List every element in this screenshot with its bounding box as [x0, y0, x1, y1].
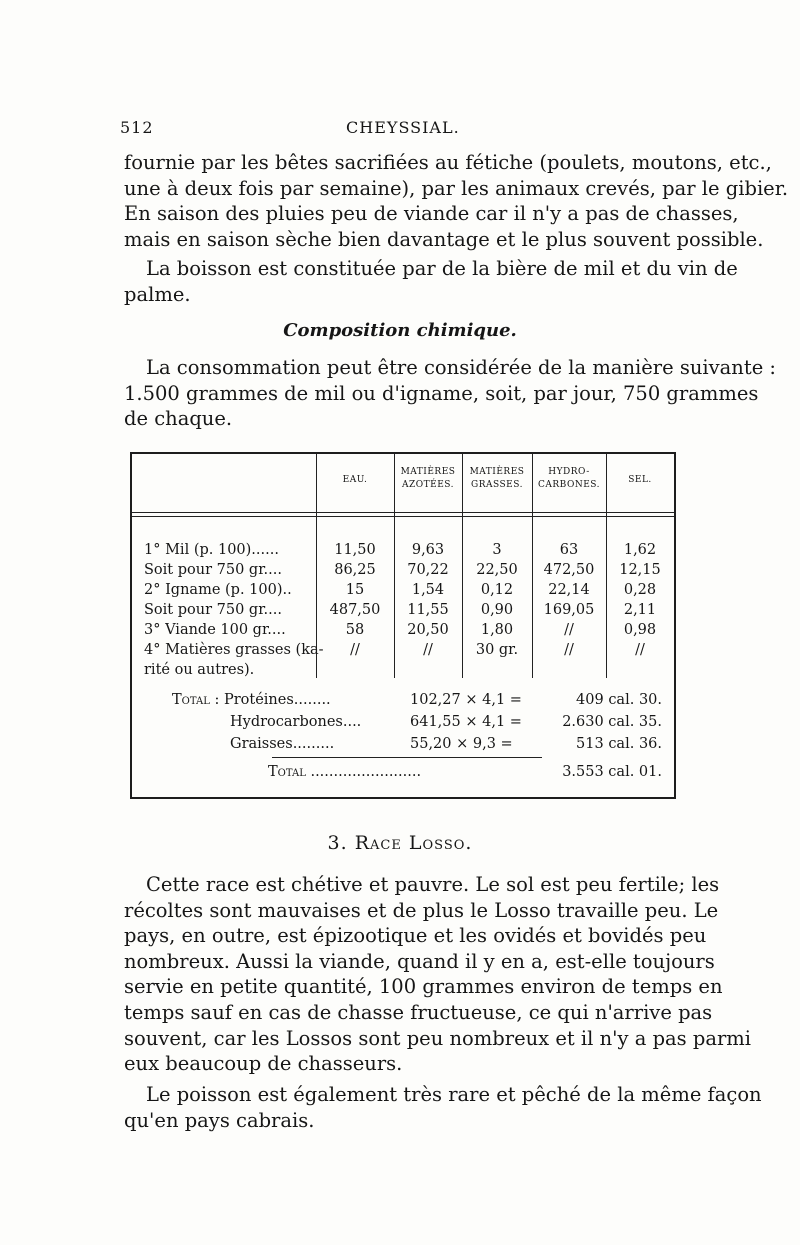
race-title: Race Losso. [354, 832, 473, 854]
text-line: En saison des pluies peu de viande car il n'y a pas de chasses, [124, 202, 739, 226]
paragraph-3 [124, 355, 776, 432]
text-line: 1.500 grammes de mil ou d'igname, soit, par jour, 750 grammes [124, 381, 759, 405]
table-cell: 0,28 [623, 582, 657, 598]
composition-table [130, 452, 676, 799]
row-label: rité ou autres). [144, 662, 255, 678]
table-cell: // [564, 622, 574, 638]
table-cell: 70,22 [407, 562, 449, 578]
table-cell: 30 gr. [475, 642, 519, 658]
table-cell: 2,11 [623, 602, 657, 618]
total-item-label: Hydrocarbones.... [230, 714, 362, 730]
row-label: 3° Viande 100 gr.... [144, 622, 286, 638]
total-calc: 55,20 × 9,3 = [410, 736, 513, 752]
column-header-grasses [462, 466, 532, 492]
text-line: souvent, car les Lossos sont peu nombreux et il n'y a pas parmi [124, 1026, 752, 1050]
text-line: La boisson est constituée par de la bière de mil et du vin de [146, 257, 738, 280]
column-header-sel [606, 474, 674, 487]
race-number: 3. [327, 832, 348, 854]
table-cell: 63 [559, 542, 579, 558]
table-cell: // [635, 642, 645, 658]
page-header [120, 118, 680, 140]
text-line: mais en saison sèche bien davantage et le plus souvent possible. [124, 227, 764, 251]
header-rule [132, 512, 674, 513]
table-cell: 1,80 [480, 622, 514, 638]
text-line: qu'en pays cabrais. [124, 1108, 315, 1132]
table-cell: 15 [345, 582, 365, 598]
race-heading [0, 832, 800, 854]
text-line: Cette race est chétive et pauvre. Le sol est peu fertile; les [146, 873, 720, 896]
column-header-text: GRASSES. [471, 480, 523, 490]
table-cell: 12,15 [619, 562, 661, 578]
grand-total [268, 764, 421, 780]
table-cell: 487,50 [329, 602, 381, 618]
grand-total-dots: ........................ [310, 764, 422, 780]
grand-total-result: 3.553 cal. 01. [562, 764, 662, 780]
column-header-text: SEL. [628, 475, 652, 485]
paragraph-4 [124, 872, 752, 1077]
text-line: Le poisson est également très rare et pêché de la même façon [146, 1083, 762, 1106]
column-header-text: HYDRO- [548, 467, 590, 477]
total-result: 513 cal. 36. [576, 736, 662, 752]
text-line: nombreux. Aussi la viande, quand il y en a, est-elle toujours [124, 949, 715, 973]
text-line: de chaque. [124, 407, 233, 431]
row-label: 1° Mil (p. 100)...... [144, 542, 279, 558]
column-header-text: EAU. [342, 475, 368, 485]
row-label: 2° Igname (p. 100).. [144, 582, 292, 598]
column-header-text: AZOTÉES. [402, 480, 454, 490]
table-cell: 20,50 [407, 622, 449, 638]
paragraph-2 [124, 256, 738, 307]
table-cell: 1,54 [411, 582, 445, 598]
table-cell: 472,50 [543, 562, 595, 578]
table-cell: 9,63 [411, 542, 445, 558]
table-cell: 22,50 [476, 562, 518, 578]
total-result: 2.630 cal. 35. [562, 714, 662, 730]
text-line: temps sauf en cas de chasse fructueuse, ce qui n'arrive pas [124, 1000, 713, 1024]
running-title: CHEYSSIAL. [346, 118, 460, 137]
total-item-label: Protéines........ [223, 692, 331, 708]
paragraph-1 [124, 150, 789, 252]
text-line: récoltes sont mauvaises et de plus le Losso travaille peu. Le [124, 898, 719, 922]
page-number: 512 [120, 118, 154, 137]
text-line: eux beaucoup de chasseurs. [124, 1052, 403, 1076]
text-line: une à deux fois par semaine), par les animaux crevés, par le gibier. [124, 176, 789, 200]
column-header-text: MATIÈRES [469, 467, 525, 477]
table-cell: // [350, 642, 360, 658]
column-header-text: MATIÈRES [400, 467, 456, 477]
table-cell: 0,98 [623, 622, 657, 638]
table-cell: 11,55 [407, 602, 449, 618]
column-header-hydrocarbones [532, 466, 606, 492]
table-cell: 169,05 [543, 602, 595, 618]
text-line: servie en petite quantité, 100 grammes environ de temps en [124, 975, 723, 999]
table-cell: 3 [492, 542, 502, 558]
column-header-text: CARBONES. [538, 480, 600, 490]
row-label: Soit pour 750 gr.... [144, 562, 282, 578]
total-result: 409 cal. 30. [576, 692, 662, 708]
grand-total-label: Total [268, 764, 306, 780]
total-calc: 641,55 × 4,1 = [410, 714, 522, 730]
table-cell: // [564, 642, 574, 658]
header-rule [132, 516, 674, 517]
total-rule [272, 757, 542, 758]
total-lead: Total [172, 692, 210, 708]
table-cell: 1,62 [623, 542, 657, 558]
table-cell: 11,50 [334, 542, 376, 558]
paragraph-5 [124, 1082, 762, 1133]
column-header-eau [316, 474, 394, 487]
column-header-azotees [394, 466, 462, 492]
row-label: 4° Matières grasses (ka- [144, 642, 324, 658]
table-cell: 22,14 [548, 582, 590, 598]
row-label: Soit pour 750 gr.... [144, 602, 282, 618]
table-cell: 58 [345, 622, 365, 638]
total-proteines: Total : Protéines........ [172, 692, 331, 708]
table-cell: 0,90 [480, 602, 514, 618]
text-line: fournie par les bêtes sacrifiées au fétiche (poulets, moutons, etc., [124, 151, 772, 174]
table-cell: // [423, 642, 433, 658]
total-item-label: Graisses......... [230, 736, 335, 752]
section-title: Composition chimique. [283, 320, 517, 341]
total-calc: 102,27 × 4,1 = [410, 692, 522, 708]
table-cell: 86,25 [334, 562, 376, 578]
text-line: pays, en outre, est épizootique et les ovidés et bovidés peu [124, 924, 707, 948]
table-cell: 0,12 [480, 582, 514, 598]
text-line: La consommation peut être considérée de la manière suivante : [146, 356, 776, 379]
text-line: palme. [124, 282, 191, 306]
